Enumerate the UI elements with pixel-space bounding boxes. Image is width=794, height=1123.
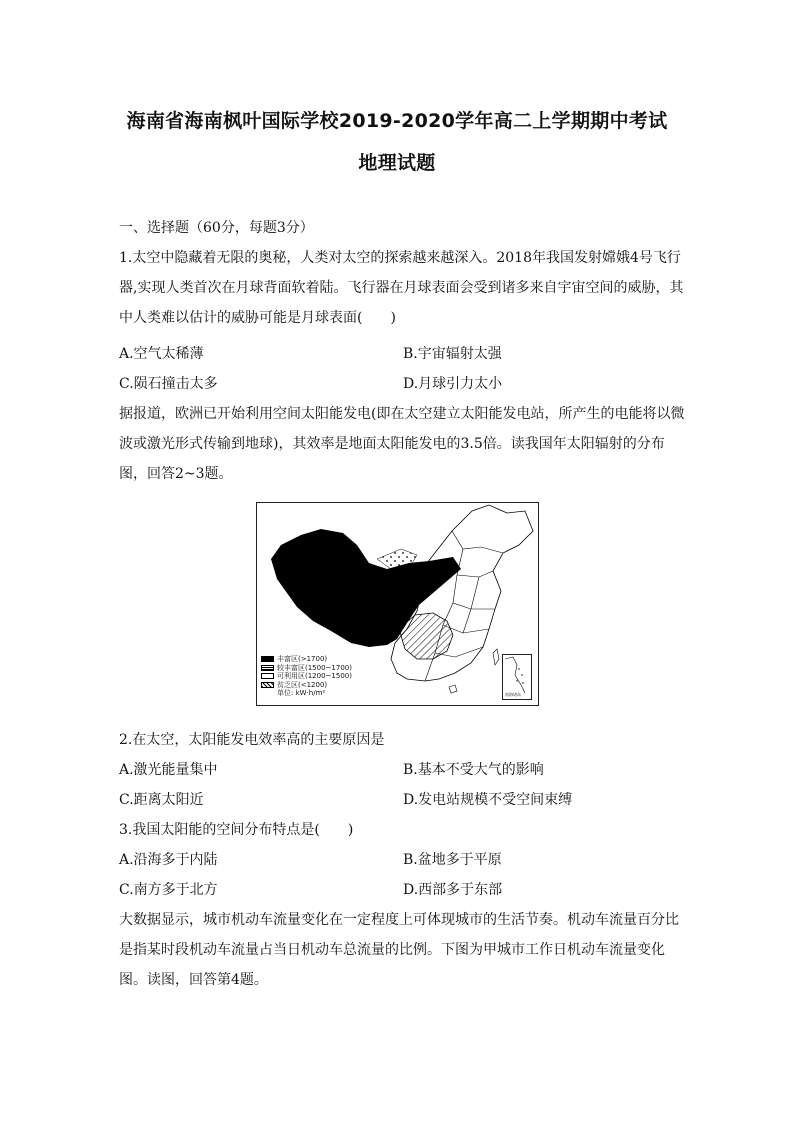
map-legend bbox=[261, 655, 371, 703]
q3-option-c: C.南方多于北方 bbox=[119, 882, 218, 898]
q3-option-d: D.西部多于东部 bbox=[403, 882, 503, 898]
q2-option-c: C.距离太阳近 bbox=[119, 792, 204, 808]
legend-swatch-usable bbox=[261, 673, 274, 679]
passage-solar: 据报道，欧洲已开始利用空间太阳能发电(即在太空建立太阳能发电站，所产生的电能将以微波或激光形式传输到地球)，其效率是地面太阳能发电的3.5倍。读我国年太阳辐射的分布图，回答2~3题。 bbox=[119, 406, 685, 482]
legend-unit: 单位: kW·h/m² bbox=[277, 689, 326, 698]
legend-rich bbox=[261, 655, 371, 664]
legend-usable bbox=[261, 672, 371, 681]
q1-option-d: D.月球引力太小 bbox=[403, 376, 503, 392]
legend-label-more: 较丰富区(1500~1700) bbox=[277, 663, 352, 672]
legend-label-rich: 丰富区(>1700) bbox=[277, 655, 328, 663]
legend-swatch-rich bbox=[261, 656, 274, 662]
legend-more bbox=[261, 664, 371, 673]
q3-option-a: A.沿海多于内陆 bbox=[119, 852, 218, 868]
inset-label: 南海诸岛 bbox=[505, 692, 521, 697]
question-3-stem: 3.我国太阳能的空间分布特点是( ) bbox=[119, 822, 354, 838]
q2-option-a: A.激光能量集中 bbox=[119, 762, 218, 778]
exam-subtitle: 地理试题 bbox=[358, 152, 436, 174]
legend-label-usable: 可利用区(1200~1500) bbox=[277, 672, 352, 681]
q3-option-b: B.盆地多于平原 bbox=[403, 852, 502, 868]
q2-option-d: D.发电站规模不受空间束缚 bbox=[403, 792, 573, 808]
question-1-stem: 1.太空中隐藏着无限的奥秘，人类对太空的探索越来越深入。2018年我国发射嫦娥4号飞行器,实现人类首次在月球背面软着陆。飞行器在月球表面会受到诸多来自宇宙空间的威胁，其中人类难以估计的威胁可能是月球表面( ) bbox=[119, 250, 684, 326]
section-heading: 一、选择题（60分，每题3分） bbox=[119, 220, 314, 236]
q1-option-a: A.空气太稀薄 bbox=[119, 346, 204, 362]
passage-traffic: 大数据显示，城市机动车流量变化在一定程度上可体现城市的生活节奏。机动车流量百分比是指某时段机动车流量占当日机动车总流量的比例。下图为甲城市工作日机动车流量变化图。读图，回答第4题。 bbox=[119, 912, 679, 988]
legend-label-poor: 贫乏区(<1200) bbox=[277, 680, 328, 689]
question-2-stem: 2.在太空，太阳能发电效率高的主要原因是 bbox=[119, 732, 385, 748]
legend-swatch-poor bbox=[261, 682, 274, 688]
china-solar-radiation-map bbox=[256, 502, 539, 706]
q1-option-b: B.宇宙辐射太强 bbox=[403, 346, 502, 362]
q1-option-c: C.陨石撞击太多 bbox=[119, 376, 218, 392]
q2-option-b: B.基本不受大气的影响 bbox=[403, 762, 544, 778]
south-china-sea-inset bbox=[502, 654, 532, 700]
legend-swatch-more bbox=[261, 665, 274, 671]
exam-title: 海南省海南枫叶国际学校2019-2020学年高二上学期期中考试 bbox=[126, 110, 668, 132]
